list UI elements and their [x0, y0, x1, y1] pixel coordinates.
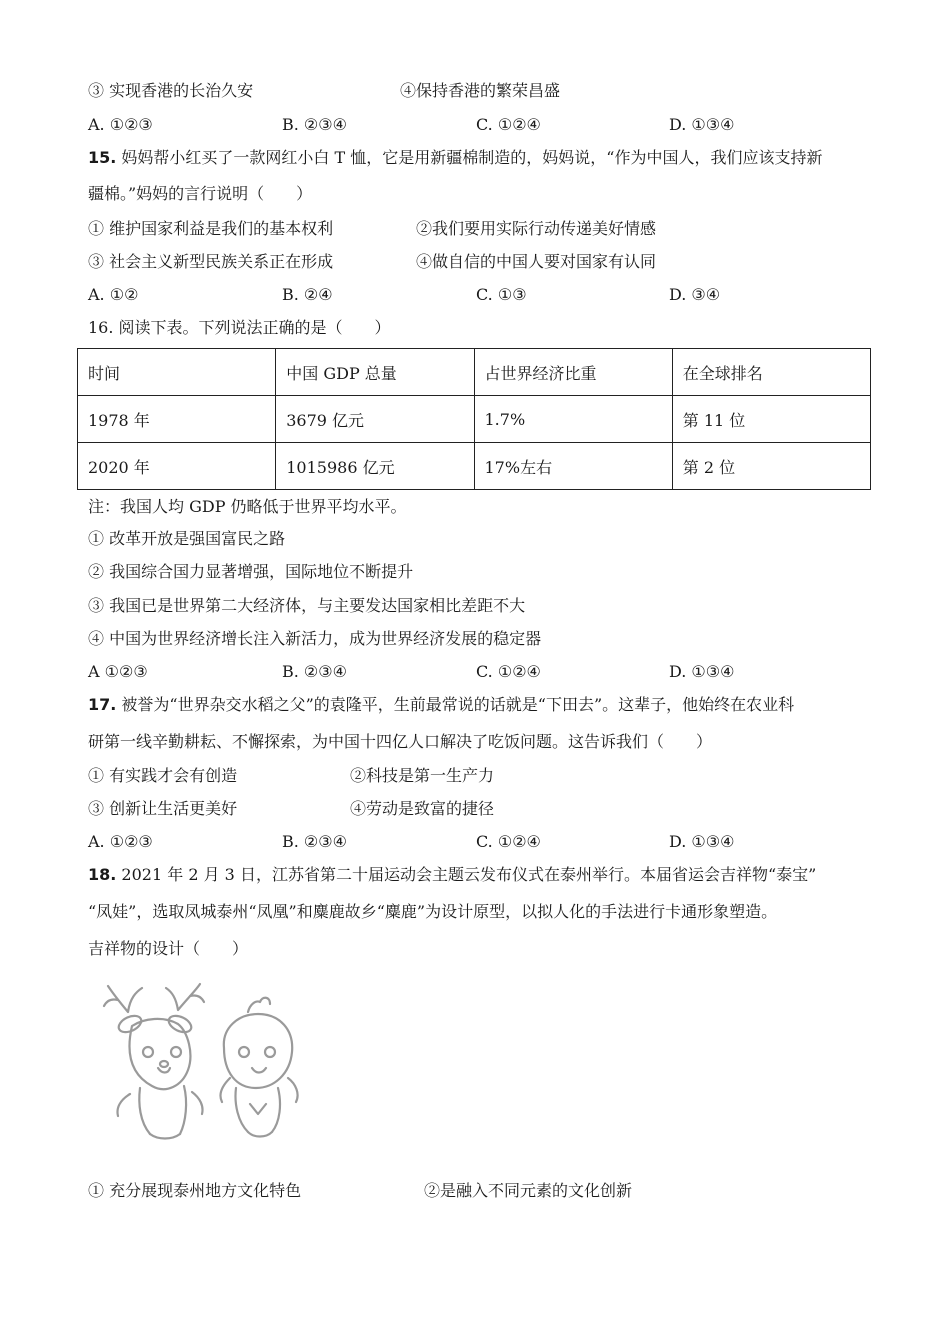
table-cell: 1.7% [474, 396, 672, 443]
q17-option-c: C. ①②④ [476, 832, 541, 851]
q17-item-1: ① 有实践才会有创造 [88, 766, 238, 785]
mascot-illustration [100, 982, 305, 1147]
table-cell: 17%左右 [474, 443, 672, 490]
top-item-4: ④保持香港的繁荣昌盛 [400, 81, 561, 100]
q17-option-b: B. ②③④ [282, 832, 347, 851]
q18-item-1: ① 充分展现泰州地方文化特色 [88, 1181, 302, 1200]
q16-item-4: ④ 中国为世界经济增长注入新活力，成为世界经济发展的稳定器 [88, 629, 542, 648]
q18-stem-text: 2021 年 2 月 3 日，江苏省第二十届运动会主题云发布仪式在泰州举行。本届省运会吉祥物“泰宝” [116, 865, 817, 884]
table-cell: 3679 亿元 [276, 396, 474, 443]
q18-stem-line1 [88, 864, 816, 886]
q16-stem: 16. 阅读下表。下列说法正确的是（ ） [88, 318, 391, 337]
q15-item-2: ②我们要用实际行动传递美好情感 [416, 219, 657, 238]
phoenix-mascot [220, 998, 297, 1137]
q16-item-1: ① 改革开放是强国富民之路 [88, 529, 286, 548]
q15-option-c: C. ①③ [476, 285, 527, 304]
table-header-cell: 时间 [78, 349, 276, 396]
table-cell: 第 2 位 [672, 443, 870, 490]
q15-stem-line2: 疆棉。”妈妈的言行说明（ ） [88, 184, 313, 203]
q18-item-2: ②是融入不同元素的文化创新 [424, 1181, 633, 1200]
q17-stem-line2: 研第一线辛勤耕耘、不懈探索，为中国十四亿人口解决了吃饭问题。这告诉我们（ ） [88, 732, 713, 751]
q15-item-1: ① 维护国家利益是我们的基本权利 [88, 219, 334, 238]
table-cell: 第 11 位 [672, 396, 870, 443]
top-option-a: A. ①②③ [88, 115, 153, 134]
q15-stem-text: 妈妈帮小红买了一款网红小白 T 恤，它是用新疆棉制造的，妈妈说，“作为中国人，我们应该支持新 [116, 148, 823, 167]
q15-option-b: B. ②④ [282, 285, 333, 304]
q16-item-2: ② 我国综合国力显著增强，国际地位不断提升 [88, 562, 414, 581]
q15-stem-line1 [88, 147, 822, 169]
top-option-d: D. ①③④ [669, 115, 735, 134]
q15-number: 15. [88, 148, 117, 167]
q16-note: 注：我国人均 GDP 仍略低于世界平均水平。 [88, 497, 407, 516]
table-row [78, 396, 871, 443]
table-cell: 2020 年 [78, 443, 276, 490]
q15-item-3: ③ 社会主义新型民族关系正在形成 [88, 252, 334, 271]
table-header-cell: 占世界经济比重 [474, 349, 672, 396]
q16-option-d: D. ①③④ [669, 662, 735, 681]
q15-item-4: ④做自信的中国人要对国家有认同 [416, 252, 657, 271]
table-cell: 1015986 亿元 [276, 443, 474, 490]
table-row [78, 443, 871, 490]
q17-option-a: A. ①②③ [88, 832, 153, 851]
table-header-row [78, 349, 871, 396]
q18-stem-line3: 吉祥物的设计（ ） [88, 939, 249, 958]
top-item-3: ③ 实现香港的长治久安 [88, 81, 254, 100]
q17-number: 17. [88, 695, 117, 714]
table-header-cell: 在全球排名 [672, 349, 870, 396]
q17-stem-text: 被誉为“世界杂交水稻之父”的袁隆平，生前最常说的话就是“下田去”。这辈子，他始终在农业科 [116, 695, 795, 714]
q17-stem-line1 [88, 694, 794, 716]
gdp-table [77, 348, 871, 490]
table-header-cell: 中国 GDP 总量 [276, 349, 474, 396]
q17-item-2: ②科技是第一生产力 [350, 766, 495, 785]
q18-number: 18. [88, 865, 117, 884]
q15-option-a: A. ①② [88, 285, 139, 304]
top-option-c: C. ①②④ [476, 115, 541, 134]
q18-stem-line2: “凤娃”，选取凤城泰州“凤凰”和麋鹿故乡“麋鹿”为设计原型，以拟人化的手法进行卡通形象塑造。 [88, 902, 778, 921]
q16-option-c: C. ①②④ [476, 662, 541, 681]
table-cell: 1978 年 [78, 396, 276, 443]
deer-mascot [104, 984, 204, 1139]
q17-item-3: ③ 创新让生活更美好 [88, 799, 238, 818]
q17-item-4: ④劳动是致富的捷径 [350, 799, 495, 818]
q15-option-d: D. ③④ [669, 285, 721, 304]
q17-option-d: D. ①③④ [669, 832, 735, 851]
q16-option-b: B. ②③④ [282, 662, 347, 681]
top-option-b: B. ②③④ [282, 115, 347, 134]
q16-item-3: ③ 我国已是世界第二大经济体，与主要发达国家相比差距不大 [88, 596, 526, 615]
q16-option-a: A ①②③ [88, 662, 148, 681]
